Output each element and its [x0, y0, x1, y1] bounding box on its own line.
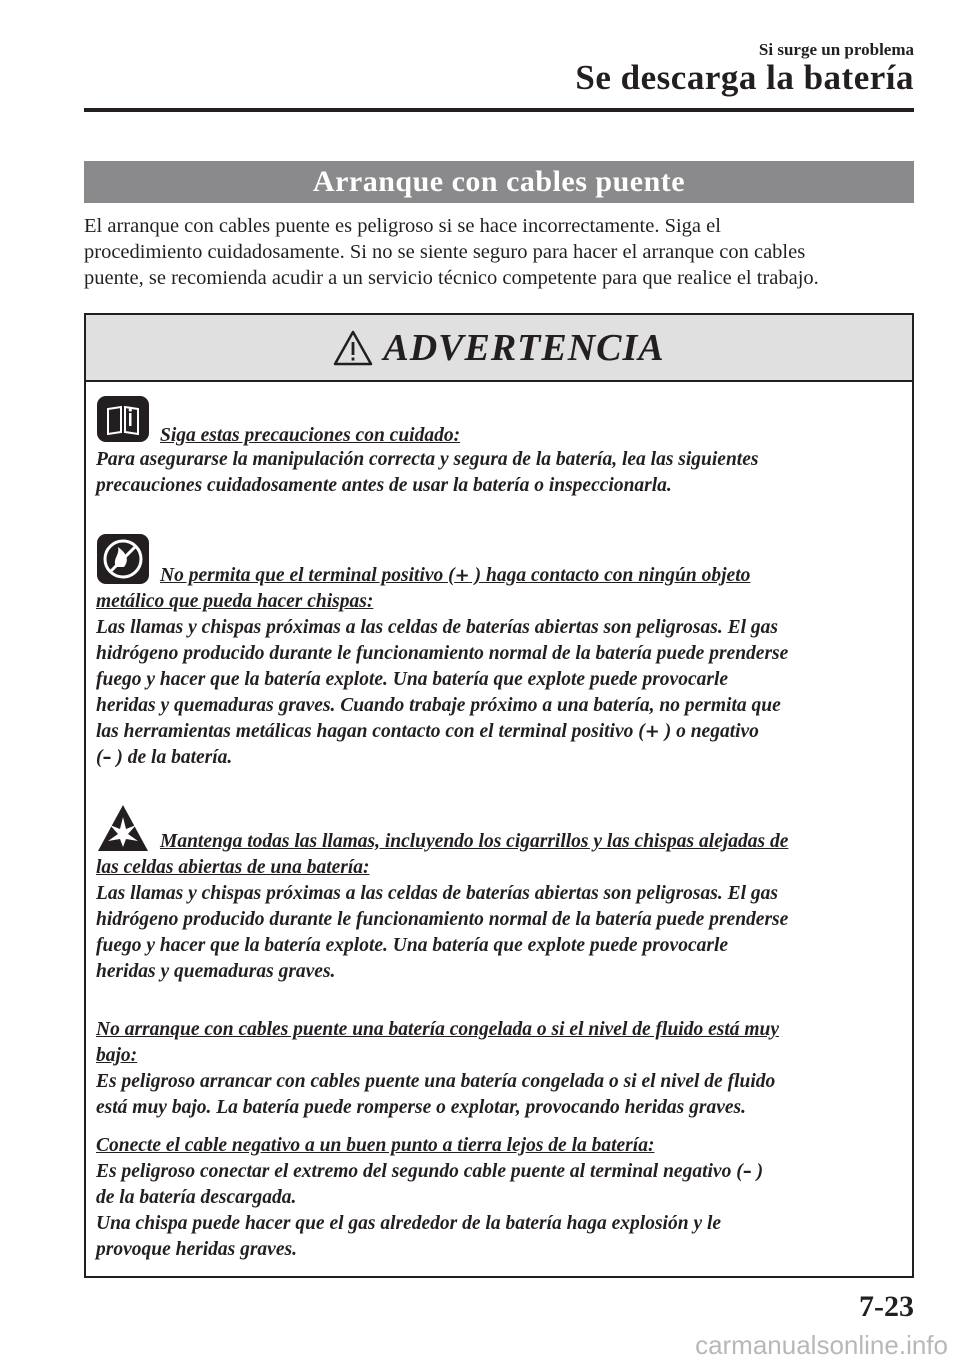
- item3-body: heridas y quemaduras graves.: [96, 961, 336, 982]
- minus-symbol: –: [742, 1161, 752, 1182]
- page-number: 7-23: [859, 1290, 914, 1323]
- item3-body: Las llamas y chispas próximas a las celdas de baterías abiertas son peligrosas. El gas: [96, 883, 778, 904]
- warning-triangle-icon: [333, 330, 373, 366]
- item3-body: hidrógeno producido durante le funcionamiento normal de la batería puede prenderse: [96, 909, 789, 930]
- warning-item-no-metal: [96, 533, 902, 771]
- item4-heading: No arranque con cables puente una batería congelada o si el nivel de fluido está muy: [96, 1019, 780, 1040]
- intro-line: procedimiento cuidadosamente. Si no se siente seguro para hacer el arranque con cables: [84, 241, 806, 263]
- header-rule: [84, 108, 914, 112]
- item5-body: provoque heridas graves.: [96, 1239, 297, 1260]
- intro-line: El arranque con cables puente es peligroso si se hace incorrectamente. Siga el: [84, 215, 721, 237]
- no-flame-icon: [96, 533, 150, 587]
- warning-item-keep-flames-away: [96, 803, 902, 985]
- item3-heading: las celdas abiertas de una batería:: [96, 857, 370, 878]
- warning-header: [86, 315, 912, 382]
- page-title: Se descarga la batería: [575, 58, 914, 97]
- item2-heading: metálico que pueda hacer chispas:: [96, 591, 374, 612]
- item3-heading: Mantenga todas las llamas, incluyendo los cigarrillos y las chispas alejadas de: [160, 831, 789, 852]
- section-title: Arranque con cables puente: [84, 161, 914, 203]
- read-manual-icon: [96, 395, 150, 445]
- item5-body: de la batería descargada.: [96, 1187, 297, 1208]
- item4-body: Es peligroso arrancar con cables puente una batería congelada o si el nivel de fluido: [96, 1071, 776, 1092]
- item2-body: heridas y quemaduras graves. Cuando trabaje próximo a una batería, no permita que: [96, 695, 781, 716]
- item2-body: hidrógeno producido durante le funcionamiento normal de la batería puede prenderse: [96, 643, 789, 664]
- item1-body: precauciones cuidadosamente antes de usar la batería o inspeccionarla.: [96, 475, 672, 496]
- item4-heading: bajo:: [96, 1045, 138, 1066]
- item3-body: fuego y hacer que la batería explote. Una batería que explote puede provocarle: [96, 935, 729, 956]
- explosion-icon: [96, 803, 150, 853]
- item5-body: Una chispa puede hacer que el gas alrededor de la batería haga explosión y le: [96, 1213, 722, 1234]
- item2-body: (– ) de la batería.: [96, 747, 233, 768]
- intro-paragraph: [84, 213, 914, 291]
- item2-body: las herramientas metálicas hagan contacto con el terminal positivo (+ ) o negativo: [96, 721, 759, 742]
- warning-item-read-manual: [96, 395, 902, 499]
- warning-item-frozen-battery: [96, 1017, 902, 1121]
- item5-heading: Conecte el cable negativo a un buen punto a tierra lejos de la batería:: [96, 1135, 655, 1156]
- warning-title: ADVERTENCIA: [383, 326, 665, 369]
- item4-body: está muy bajo. La batería puede romperse o explotar, provocando heridas graves.: [96, 1097, 746, 1118]
- item2-heading-b: ) haga contacto con ningún objeto: [469, 565, 751, 586]
- item1-heading: Siga estas precauciones con cuidado:: [160, 425, 461, 446]
- item2-body: fuego y hacer que la batería explote. Una batería que explote puede provocarle: [96, 669, 729, 690]
- item1-body: Para asegurarse la manipulación correcta y segura de la batería, lea las siguientes: [96, 449, 759, 470]
- intro-line: puente, se recomienda acudir a un servicio técnico competente para que realice el trabajo.: [84, 267, 819, 289]
- warning-box: [84, 313, 914, 1278]
- minus-symbol: –: [102, 747, 112, 768]
- item2-body: Las llamas y chispas próximas a las celdas de baterías abiertas son peligrosas. El gas: [96, 617, 778, 638]
- plus-symbol: +: [454, 565, 470, 586]
- watermark: carmanualsonline.info: [695, 1330, 948, 1360]
- item5-body: Es peligroso conectar el extremo del segundo cable puente al terminal negativo (– ): [96, 1161, 764, 1182]
- item2-heading: [160, 563, 750, 589]
- plus-symbol: +: [644, 721, 660, 742]
- warning-item-ground-point: [96, 1133, 902, 1263]
- item2-heading-a: No permita que el terminal positivo (: [160, 565, 455, 586]
- header-chapter: Si surge un problema: [758, 40, 914, 59]
